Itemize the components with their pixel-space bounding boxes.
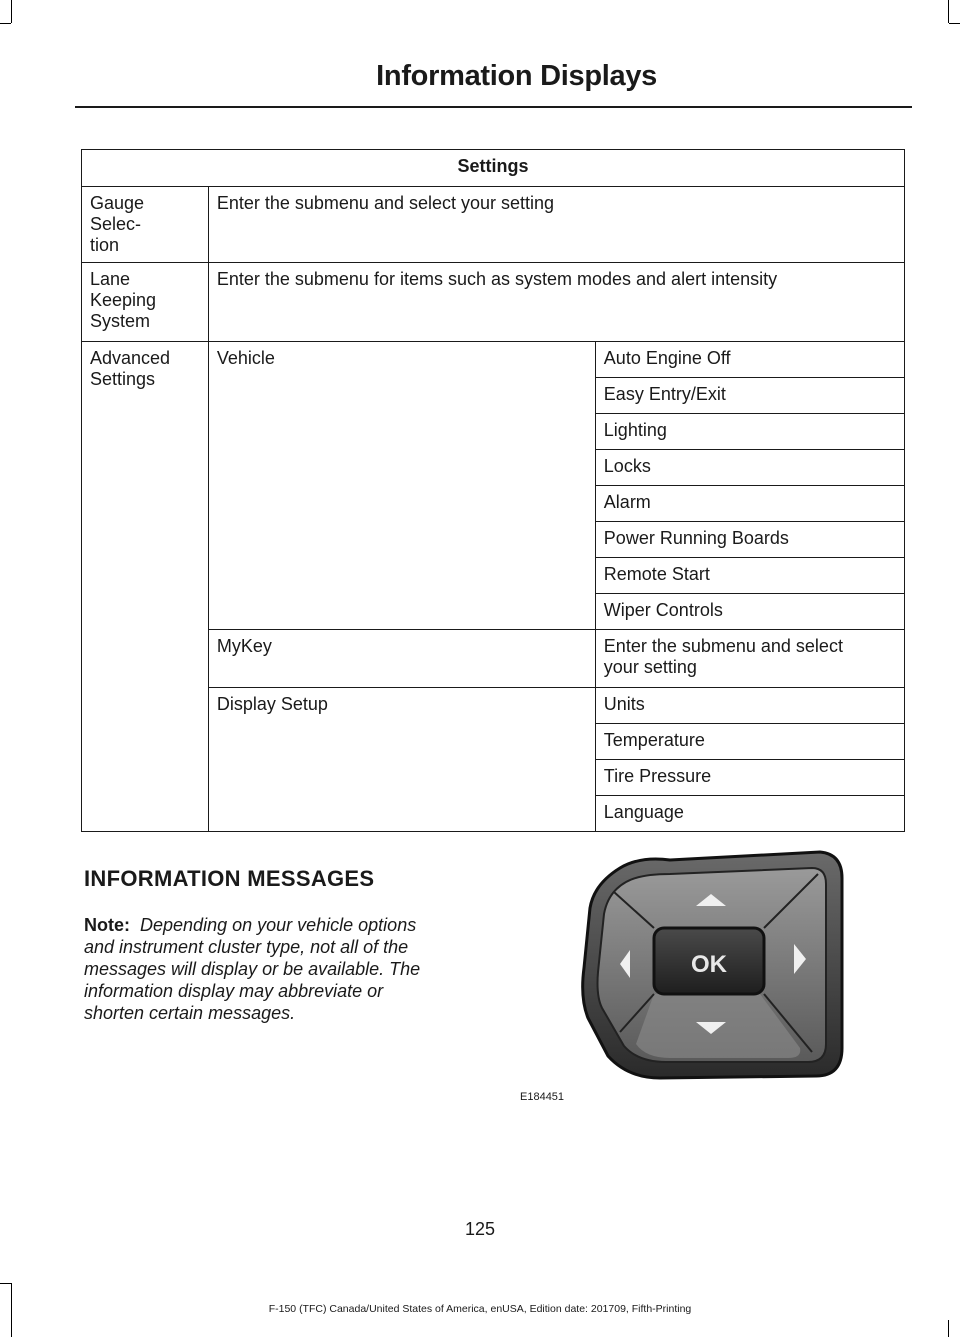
sublabel-display-setup: Display Setup	[208, 688, 595, 832]
crop-mark	[949, 23, 960, 24]
settings-table	[81, 149, 905, 832]
crop-mark	[11, 0, 12, 23]
row-desc-gauge: Enter the submenu and select your setting	[208, 187, 904, 263]
note-line: shorten certain messages.	[84, 1003, 296, 1023]
list-item: Remote Start	[595, 558, 904, 594]
list-item: Temperature	[595, 724, 904, 760]
note-label: Note:	[84, 915, 130, 935]
page-title: Information Displays	[376, 60, 657, 92]
note-line: and instrument cluster type, not all of the	[84, 937, 409, 957]
steering-wheel-control-figure	[580, 848, 846, 1084]
list-item: Units	[595, 688, 904, 724]
crop-mark	[0, 1283, 11, 1284]
list-item: Locks	[595, 450, 904, 486]
list-item: Alarm	[595, 486, 904, 522]
row-label-gauge: Gauge Selec- tion	[82, 187, 209, 263]
list-item: Tire Pressure	[595, 760, 904, 796]
note-line: information display may abbreviate or	[84, 981, 384, 1001]
list-item: Language	[595, 796, 904, 832]
list-item: Auto Engine Off	[595, 342, 904, 378]
crop-mark	[0, 23, 11, 24]
section-heading: INFORMATION MESSAGES	[84, 866, 375, 891]
table-row	[82, 342, 905, 378]
row-label-lane: Lane Keeping System	[82, 263, 209, 342]
row-desc-lane: Enter the submenu for items such as system modes and alert intensity	[208, 263, 904, 342]
list-item: Wiper Controls	[595, 594, 904, 630]
figure-id: E184451	[520, 1091, 565, 1103]
note-line: Depending on your vehicle options	[140, 915, 417, 935]
note-paragraph	[84, 914, 479, 1024]
sublabel-mykey: MyKey	[208, 630, 595, 688]
page-number: 125	[464, 1219, 496, 1239]
header-divider	[75, 106, 912, 108]
ok-button-label: OK	[691, 951, 727, 978]
table-row	[82, 187, 905, 263]
table-heading: Settings	[82, 150, 905, 187]
table-row	[82, 263, 905, 342]
sublabel-vehicle: Vehicle	[208, 342, 595, 630]
list-item: Power Running Boards	[595, 522, 904, 558]
crop-mark	[948, 1320, 949, 1337]
note-line: messages will display or be available. The	[84, 959, 421, 979]
row-label-advanced: Advanced Settings	[82, 342, 209, 832]
list-item: Enter the submenu and select your setting	[595, 630, 904, 688]
page-footer: F-150 (TFC) Canada/United States of America, enUSA, Edition date: 201709, Fifth-Printing	[268, 1303, 692, 1315]
table-header-row	[82, 150, 905, 187]
crop-mark	[948, 0, 949, 23]
list-item: Easy Entry/Exit	[595, 378, 904, 414]
list-item: Lighting	[595, 414, 904, 450]
